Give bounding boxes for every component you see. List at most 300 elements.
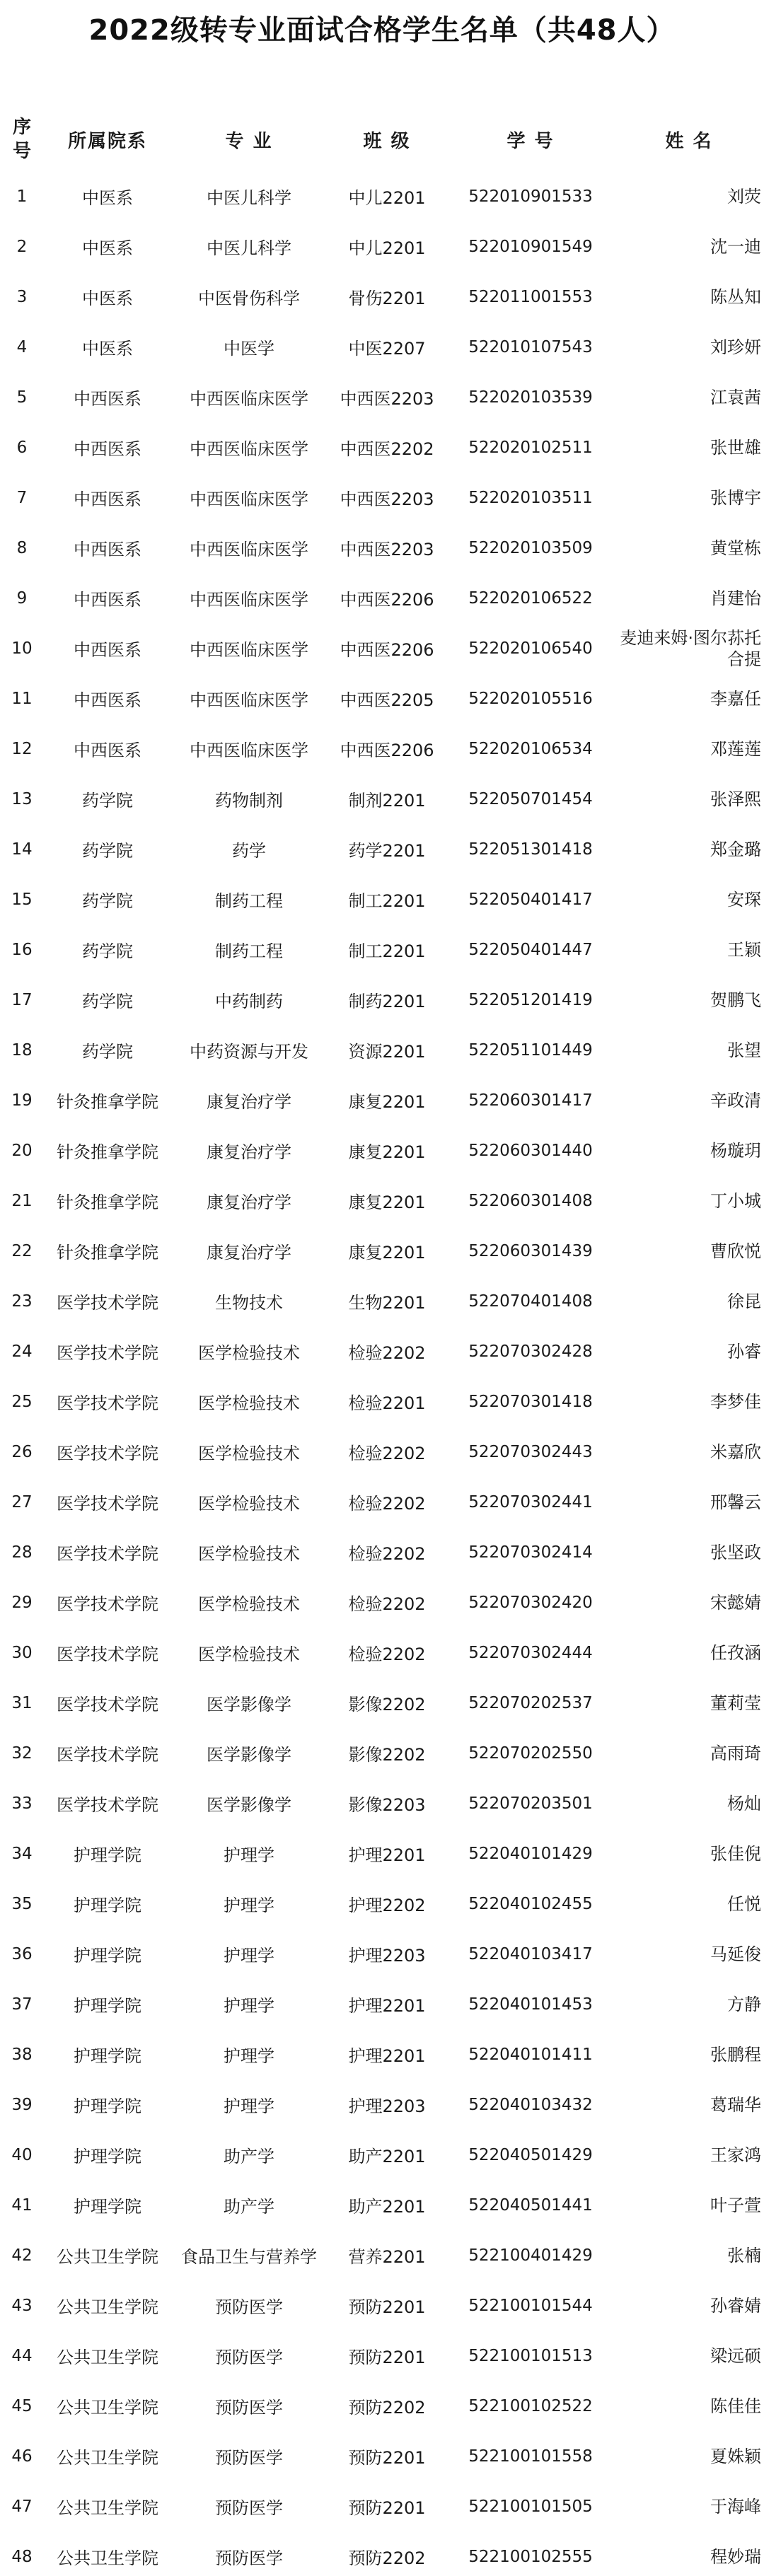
cell-class: 预防2201 bbox=[348, 2498, 426, 2518]
cell-student-id: 522070302420 bbox=[468, 1593, 593, 1612]
cell-student-id: 522070301418 bbox=[468, 1392, 593, 1411]
cell-college: 医学技术学院 bbox=[57, 1544, 158, 1564]
cell-major: 助产学 bbox=[224, 2147, 274, 2166]
table-row bbox=[0, 1628, 764, 1678]
cell-class: 护理2201 bbox=[348, 1996, 426, 2016]
cell-major: 护理学 bbox=[224, 2046, 274, 2066]
table-row bbox=[0, 2481, 764, 2531]
header-seq-bottom: 号 bbox=[12, 141, 31, 162]
cell-name: 夏姝颖 bbox=[710, 2446, 761, 2466]
cell-class: 影像2202 bbox=[348, 1695, 426, 1715]
cell-name: 邢馨云 bbox=[710, 1492, 761, 1512]
cell-class: 检验2202 bbox=[348, 1594, 426, 1614]
cell-name: 黄堂栋 bbox=[710, 538, 761, 558]
cell-name: 张望 bbox=[727, 1040, 761, 1060]
cell-college: 医学技术学院 bbox=[57, 1745, 158, 1765]
cell-seq: 38 bbox=[11, 2045, 33, 2064]
cell-class: 预防2201 bbox=[348, 2448, 426, 2468]
cell-name: 叶子萱 bbox=[710, 2195, 761, 2215]
cell-class: 中西医2203 bbox=[340, 540, 434, 559]
cell-seq: 36 bbox=[11, 1944, 33, 1963]
table-row bbox=[0, 2230, 764, 2280]
cell-student-id: 522040103432 bbox=[468, 2095, 593, 2114]
cell-class: 中西医2206 bbox=[340, 590, 434, 610]
cell-class: 护理2201 bbox=[348, 2046, 426, 2066]
table-row bbox=[0, 874, 764, 924]
cell-class: 中西医2205 bbox=[340, 690, 434, 710]
cell-college: 医学技术学院 bbox=[57, 1795, 158, 1815]
cell-college: 医学技术学院 bbox=[57, 1494, 158, 1514]
cell-class: 检验2202 bbox=[348, 1494, 426, 1514]
cell-student-id: 522020103539 bbox=[468, 388, 593, 407]
cell-major: 医学检验技术 bbox=[198, 1444, 300, 1463]
table-header bbox=[0, 108, 764, 171]
cell-college: 中医系 bbox=[82, 188, 133, 208]
cell-college: 针灸推拿学院 bbox=[57, 1092, 158, 1112]
cell-major: 护理学 bbox=[224, 1996, 274, 2016]
cell-major: 护理学 bbox=[224, 1946, 274, 1966]
cell-student-id: 522010901549 bbox=[468, 237, 593, 256]
cell-student-id: 522020106534 bbox=[468, 739, 593, 758]
cell-seq: 19 bbox=[11, 1091, 33, 1110]
cell-student-id: 522070302428 bbox=[468, 1342, 593, 1361]
cell-name: 刘荧 bbox=[727, 186, 761, 207]
cell-major: 中西医临床医学 bbox=[190, 590, 308, 610]
cell-student-id: 522020106522 bbox=[468, 588, 593, 608]
cell-class: 中儿2201 bbox=[348, 188, 426, 208]
cell-name: 任孜涵 bbox=[710, 1642, 761, 1663]
cell-college: 中医系 bbox=[82, 339, 133, 359]
cell-name: 李嘉任 bbox=[710, 688, 761, 709]
cell-major: 中西医临床医学 bbox=[190, 741, 308, 760]
cell-class: 预防2201 bbox=[348, 2297, 426, 2317]
table-row bbox=[0, 924, 764, 975]
cell-class: 预防2202 bbox=[348, 2398, 426, 2418]
cell-seq: 5 bbox=[16, 388, 28, 407]
cell-student-id: 522100101505 bbox=[468, 2497, 593, 2516]
cell-college: 中西医系 bbox=[74, 439, 141, 459]
cell-name: 曹欣悦 bbox=[710, 1241, 761, 1261]
cell-student-id: 522050401447 bbox=[468, 940, 593, 959]
cell-student-id: 522010901533 bbox=[468, 187, 593, 206]
cell-college: 护理学院 bbox=[74, 1845, 141, 1865]
cell-class: 中西医2206 bbox=[340, 741, 434, 760]
table-row bbox=[0, 623, 764, 673]
cell-major: 生物技术 bbox=[215, 1293, 283, 1313]
cell-student-id: 522100102555 bbox=[468, 2547, 593, 2566]
cell-college: 中医系 bbox=[82, 238, 133, 258]
cell-class: 检验2201 bbox=[348, 1393, 426, 1413]
cell-major: 中西医临床医学 bbox=[190, 540, 308, 559]
cell-student-id: 522020103511 bbox=[468, 488, 593, 507]
cell-college: 医学技术学院 bbox=[57, 1444, 158, 1463]
cell-college: 中西医系 bbox=[74, 741, 141, 760]
cell-name: 张佳倪 bbox=[710, 1843, 761, 1864]
cell-college: 药学院 bbox=[82, 1042, 133, 1062]
cell-class: 中西医2202 bbox=[340, 439, 434, 459]
table-row bbox=[0, 824, 764, 874]
cell-student-id: 522050701454 bbox=[468, 789, 593, 808]
table-row bbox=[0, 2431, 764, 2481]
table-row bbox=[0, 1929, 764, 1979]
cell-name: 董莉莹 bbox=[710, 1693, 761, 1713]
cell-class: 检验2202 bbox=[348, 1644, 426, 1664]
cell-student-id: 522060301440 bbox=[468, 1141, 593, 1160]
cell-student-id: 522050401417 bbox=[468, 890, 593, 909]
table-row bbox=[0, 1276, 764, 1326]
cell-college: 公共卫生学院 bbox=[57, 2398, 158, 2418]
cell-name: 张坚政 bbox=[710, 1542, 761, 1562]
table-row bbox=[0, 372, 764, 422]
cell-name: 孙睿 bbox=[727, 1341, 761, 1362]
cell-class: 护理2202 bbox=[348, 1896, 426, 1915]
cell-class: 生物2201 bbox=[348, 1293, 426, 1313]
cell-college: 针灸推拿学院 bbox=[57, 1243, 158, 1263]
cell-seq: 16 bbox=[11, 940, 33, 959]
cell-college: 医学技术学院 bbox=[57, 1695, 158, 1715]
cell-major: 预防医学 bbox=[215, 2548, 283, 2568]
cell-major: 预防医学 bbox=[215, 2348, 283, 2367]
table-row bbox=[0, 272, 764, 322]
cell-class: 营养2201 bbox=[348, 2247, 426, 2267]
cell-name: 张世雄 bbox=[710, 437, 761, 458]
cell-college: 公共卫生学院 bbox=[57, 2297, 158, 2317]
cell-class: 检验2202 bbox=[348, 1343, 426, 1363]
cell-college: 护理学院 bbox=[74, 2046, 141, 2066]
cell-class: 护理2203 bbox=[348, 1946, 426, 1966]
cell-student-id: 522020105516 bbox=[468, 689, 593, 708]
cell-student-id: 522100102522 bbox=[468, 2396, 593, 2415]
cell-major: 康复治疗学 bbox=[207, 1092, 291, 1112]
cell-seq: 46 bbox=[11, 2447, 33, 2466]
cell-major: 中西医临床医学 bbox=[190, 489, 308, 509]
table-row bbox=[0, 221, 764, 272]
cell-name: 贺鹏飞 bbox=[710, 990, 761, 1010]
cell-major: 中西医临床医学 bbox=[190, 640, 308, 660]
cell-class: 制工2201 bbox=[348, 941, 426, 961]
table-row bbox=[0, 523, 764, 573]
cell-major: 中西医临床医学 bbox=[190, 389, 308, 409]
cell-college: 药学院 bbox=[82, 841, 133, 861]
cell-major: 中医骨伤科学 bbox=[198, 289, 300, 308]
table-row bbox=[0, 724, 764, 774]
cell-major: 医学检验技术 bbox=[198, 1594, 300, 1614]
cell-major: 护理学 bbox=[224, 1845, 274, 1865]
cell-seq: 3 bbox=[16, 287, 28, 306]
cell-class: 预防2202 bbox=[348, 2548, 426, 2568]
cell-major: 药学 bbox=[232, 841, 266, 861]
cell-student-id: 522040102455 bbox=[468, 1894, 593, 1913]
cell-class: 预防2201 bbox=[348, 2348, 426, 2367]
cell-student-id: 522070203501 bbox=[468, 1794, 593, 1813]
cell-class: 检验2202 bbox=[348, 1544, 426, 1564]
cell-seq: 9 bbox=[16, 588, 28, 608]
cell-class: 中西医2203 bbox=[340, 489, 434, 509]
table-row bbox=[0, 472, 764, 523]
cell-student-id: 522070302441 bbox=[468, 1492, 593, 1512]
cell-seq: 35 bbox=[11, 1894, 33, 1913]
cell-class: 制剂2201 bbox=[348, 791, 426, 811]
cell-major: 医学检验技术 bbox=[198, 1393, 300, 1413]
cell-college: 针灸推拿学院 bbox=[57, 1142, 158, 1162]
cell-major: 医学检验技术 bbox=[198, 1544, 300, 1564]
cell-college: 公共卫生学院 bbox=[57, 2247, 158, 2267]
cell-class: 中儿2201 bbox=[348, 238, 426, 258]
cell-student-id: 522040101429 bbox=[468, 1844, 593, 1863]
cell-name: 宋懿婧 bbox=[710, 1592, 761, 1613]
cell-seq: 25 bbox=[11, 1392, 33, 1411]
cell-seq: 41 bbox=[11, 2195, 33, 2215]
table-row bbox=[0, 2079, 764, 2130]
cell-class: 护理2201 bbox=[348, 1845, 426, 1865]
cell-seq: 40 bbox=[11, 2145, 33, 2164]
cell-major: 中医学 bbox=[224, 339, 274, 359]
header-college: 所属院系 bbox=[67, 130, 147, 152]
cell-name: 邓莲莲 bbox=[710, 738, 761, 759]
cell-student-id: 522040101411 bbox=[468, 2045, 593, 2064]
cell-student-id: 522070401408 bbox=[468, 1292, 593, 1311]
cell-name: 米嘉欣 bbox=[710, 1441, 761, 1462]
cell-class: 护理2203 bbox=[348, 2096, 426, 2116]
cell-class: 制药2201 bbox=[348, 992, 426, 1011]
cell-seq: 18 bbox=[11, 1040, 33, 1060]
header-seq-top: 序 bbox=[12, 117, 31, 138]
cell-seq: 37 bbox=[11, 1995, 33, 2014]
cell-college: 医学技术学院 bbox=[57, 1594, 158, 1614]
cell-major: 助产学 bbox=[224, 2197, 274, 2217]
student-roster-table bbox=[0, 108, 764, 2576]
title-spacer bbox=[0, 61, 764, 108]
cell-seq: 39 bbox=[11, 2095, 33, 2114]
cell-name: 李梦佳 bbox=[710, 1391, 761, 1412]
table-row bbox=[0, 1226, 764, 1276]
table-row bbox=[0, 322, 764, 372]
cell-class: 药学2201 bbox=[348, 841, 426, 861]
cell-college: 中医系 bbox=[82, 289, 133, 308]
cell-major: 医学影像学 bbox=[207, 1745, 291, 1765]
cell-name: 程妙瑞 bbox=[710, 2546, 761, 2567]
cell-major: 护理学 bbox=[224, 1896, 274, 1915]
cell-college: 医学技术学院 bbox=[57, 1293, 158, 1313]
cell-class: 中西医2203 bbox=[340, 389, 434, 409]
cell-name: 杨灿 bbox=[727, 1793, 761, 1814]
cell-student-id: 522040101453 bbox=[468, 1995, 593, 2014]
cell-class: 康复2201 bbox=[348, 1142, 426, 1162]
cell-college: 公共卫生学院 bbox=[57, 2348, 158, 2367]
table-row bbox=[0, 1477, 764, 1527]
table-row bbox=[0, 1326, 764, 1376]
cell-seq: 47 bbox=[11, 2497, 33, 2516]
cell-student-id: 522020103509 bbox=[468, 538, 593, 557]
cell-student-id: 522010107543 bbox=[468, 337, 593, 356]
cell-student-id: 522100101544 bbox=[468, 2296, 593, 2315]
cell-major: 中医儿科学 bbox=[207, 238, 291, 258]
table-row bbox=[0, 1728, 764, 1778]
cell-major: 康复治疗学 bbox=[207, 1243, 291, 1263]
cell-class: 康复2201 bbox=[348, 1243, 426, 1263]
table-body bbox=[0, 171, 764, 2576]
cell-student-id: 522070202550 bbox=[468, 1744, 593, 1763]
cell-class: 影像2202 bbox=[348, 1745, 426, 1765]
cell-major: 医学影像学 bbox=[207, 1795, 291, 1815]
cell-name: 高雨琦 bbox=[710, 1743, 761, 1763]
cell-class: 助产2201 bbox=[348, 2197, 426, 2217]
cell-student-id: 522051201419 bbox=[468, 990, 593, 1009]
cell-seq: 24 bbox=[11, 1342, 33, 1361]
cell-seq: 44 bbox=[11, 2346, 33, 2365]
cell-student-id: 522051301418 bbox=[468, 840, 593, 859]
cell-major: 药物制剂 bbox=[215, 791, 283, 811]
table-row bbox=[0, 573, 764, 623]
cell-name: 安琛 bbox=[727, 889, 761, 910]
cell-name: 梁远硕 bbox=[710, 2345, 761, 2366]
cell-student-id: 522060301408 bbox=[468, 1191, 593, 1210]
cell-seq: 8 bbox=[16, 538, 28, 557]
table-row bbox=[0, 1828, 764, 1879]
cell-college: 医学技术学院 bbox=[57, 1393, 158, 1413]
cell-major: 护理学 bbox=[224, 2096, 274, 2116]
table-row bbox=[0, 2531, 764, 2576]
cell-class: 骨伤2201 bbox=[348, 289, 426, 308]
table-row bbox=[0, 673, 764, 724]
cell-major: 预防医学 bbox=[215, 2297, 283, 2317]
cell-major: 医学检验技术 bbox=[198, 1343, 300, 1363]
table-row bbox=[0, 2381, 764, 2431]
table-row bbox=[0, 1176, 764, 1226]
cell-name: 徐昆 bbox=[727, 1291, 761, 1311]
cell-major: 康复治疗学 bbox=[207, 1193, 291, 1212]
cell-name: 陈丛知 bbox=[710, 286, 761, 307]
cell-college: 中西医系 bbox=[74, 640, 141, 660]
cell-student-id: 522020102511 bbox=[468, 438, 593, 457]
cell-college: 中西医系 bbox=[74, 389, 141, 409]
cell-class: 助产2201 bbox=[348, 2147, 426, 2166]
cell-college: 中西医系 bbox=[74, 489, 141, 509]
cell-class: 制工2201 bbox=[348, 891, 426, 911]
header-major: 专 业 bbox=[225, 130, 273, 152]
cell-seq: 10 bbox=[11, 639, 33, 658]
table-row bbox=[0, 1678, 764, 1728]
cell-major: 预防医学 bbox=[215, 2398, 283, 2418]
cell-seq: 13 bbox=[11, 789, 33, 808]
cell-college: 中西医系 bbox=[74, 540, 141, 559]
cell-class: 康复2201 bbox=[348, 1092, 426, 1112]
table-row bbox=[0, 2180, 764, 2230]
cell-major: 制药工程 bbox=[215, 891, 283, 911]
cell-class: 影像2203 bbox=[348, 1795, 426, 1815]
cell-college: 护理学院 bbox=[74, 1896, 141, 1915]
cell-name: 王家鸿 bbox=[710, 2145, 761, 2165]
table-row bbox=[0, 975, 764, 1025]
cell-seq: 12 bbox=[11, 739, 33, 758]
cell-student-id: 522070202537 bbox=[468, 1693, 593, 1712]
cell-seq: 22 bbox=[11, 1241, 33, 1260]
cell-college: 药学院 bbox=[82, 791, 133, 811]
cell-seq: 29 bbox=[11, 1593, 33, 1612]
cell-class: 检验2202 bbox=[348, 1444, 426, 1463]
cell-student-id: 522060301439 bbox=[468, 1241, 593, 1260]
cell-seq: 27 bbox=[11, 1492, 33, 1512]
table-row bbox=[0, 774, 764, 824]
cell-name: 肖建怡 bbox=[710, 588, 761, 608]
cell-college: 药学院 bbox=[82, 992, 133, 1011]
cell-student-id: 522040501429 bbox=[468, 2145, 593, 2164]
cell-seq: 34 bbox=[11, 1844, 33, 1863]
cell-student-id: 522100101513 bbox=[468, 2346, 593, 2365]
cell-seq: 2 bbox=[16, 237, 28, 256]
table-row bbox=[0, 1527, 764, 1577]
cell-student-id: 522100401429 bbox=[468, 2246, 593, 2265]
table-row bbox=[0, 1025, 764, 1075]
cell-student-id: 522051101449 bbox=[468, 1040, 593, 1060]
cell-major: 医学检验技术 bbox=[198, 1644, 300, 1664]
cell-seq: 43 bbox=[11, 2296, 33, 2315]
cell-student-id: 522100101558 bbox=[468, 2447, 593, 2466]
table-row bbox=[0, 1979, 764, 2029]
cell-major: 康复治疗学 bbox=[207, 1142, 291, 1162]
cell-college: 针灸推拿学院 bbox=[57, 1193, 158, 1212]
cell-seq: 14 bbox=[11, 840, 33, 859]
table-row bbox=[0, 422, 764, 472]
table-row bbox=[0, 2130, 764, 2180]
cell-name: 任悦 bbox=[727, 1893, 761, 1914]
cell-student-id: 522020106540 bbox=[468, 639, 593, 658]
cell-major: 中药资源与开发 bbox=[190, 1042, 308, 1062]
cell-seq: 11 bbox=[11, 689, 33, 708]
cell-name: 马延俊 bbox=[710, 1944, 761, 1964]
cell-seq: 48 bbox=[11, 2547, 33, 2566]
cell-name: 麦迪来姆·图尔荪托合提 bbox=[620, 627, 761, 669]
header-class: 班 级 bbox=[363, 130, 411, 152]
cell-name: 张博宇 bbox=[710, 487, 761, 508]
cell-major: 预防医学 bbox=[215, 2448, 283, 2468]
table-row bbox=[0, 2029, 764, 2079]
cell-name: 张楠 bbox=[727, 2245, 761, 2265]
cell-student-id: 522011001553 bbox=[468, 287, 593, 306]
cell-college: 中西医系 bbox=[74, 690, 141, 710]
table-row bbox=[0, 171, 764, 221]
cell-name: 郑金璐 bbox=[710, 839, 761, 859]
cell-seq: 17 bbox=[11, 990, 33, 1009]
page-title: 2022级转专业面试合格学生名单（共48人） bbox=[88, 14, 676, 47]
cell-major: 医学检验技术 bbox=[198, 1494, 300, 1514]
cell-seq: 21 bbox=[11, 1191, 33, 1210]
cell-seq: 45 bbox=[11, 2396, 33, 2415]
cell-class: 资源2201 bbox=[348, 1042, 426, 1062]
cell-seq: 6 bbox=[16, 438, 28, 457]
cell-seq: 31 bbox=[11, 1693, 33, 1712]
cell-seq: 30 bbox=[11, 1643, 33, 1662]
table-row bbox=[0, 1577, 764, 1628]
cell-seq: 26 bbox=[11, 1442, 33, 1461]
table-row bbox=[0, 1075, 764, 1125]
cell-seq: 7 bbox=[16, 488, 28, 507]
cell-college: 公共卫生学院 bbox=[57, 2448, 158, 2468]
cell-seq: 33 bbox=[11, 1794, 33, 1813]
cell-college: 医学技术学院 bbox=[57, 1343, 158, 1363]
cell-college: 护理学院 bbox=[74, 1946, 141, 1966]
cell-name: 于海峰 bbox=[710, 2496, 761, 2517]
cell-seq: 23 bbox=[11, 1292, 33, 1311]
cell-name: 沈一迪 bbox=[710, 236, 761, 257]
cell-student-id: 522040501441 bbox=[468, 2195, 593, 2215]
cell-major: 预防医学 bbox=[215, 2498, 283, 2518]
cell-seq: 28 bbox=[11, 1543, 33, 1562]
cell-student-id: 522070302414 bbox=[468, 1543, 593, 1562]
cell-student-id: 522040103417 bbox=[468, 1944, 593, 1963]
cell-college: 护理学院 bbox=[74, 2147, 141, 2166]
table-row bbox=[0, 1879, 764, 1929]
